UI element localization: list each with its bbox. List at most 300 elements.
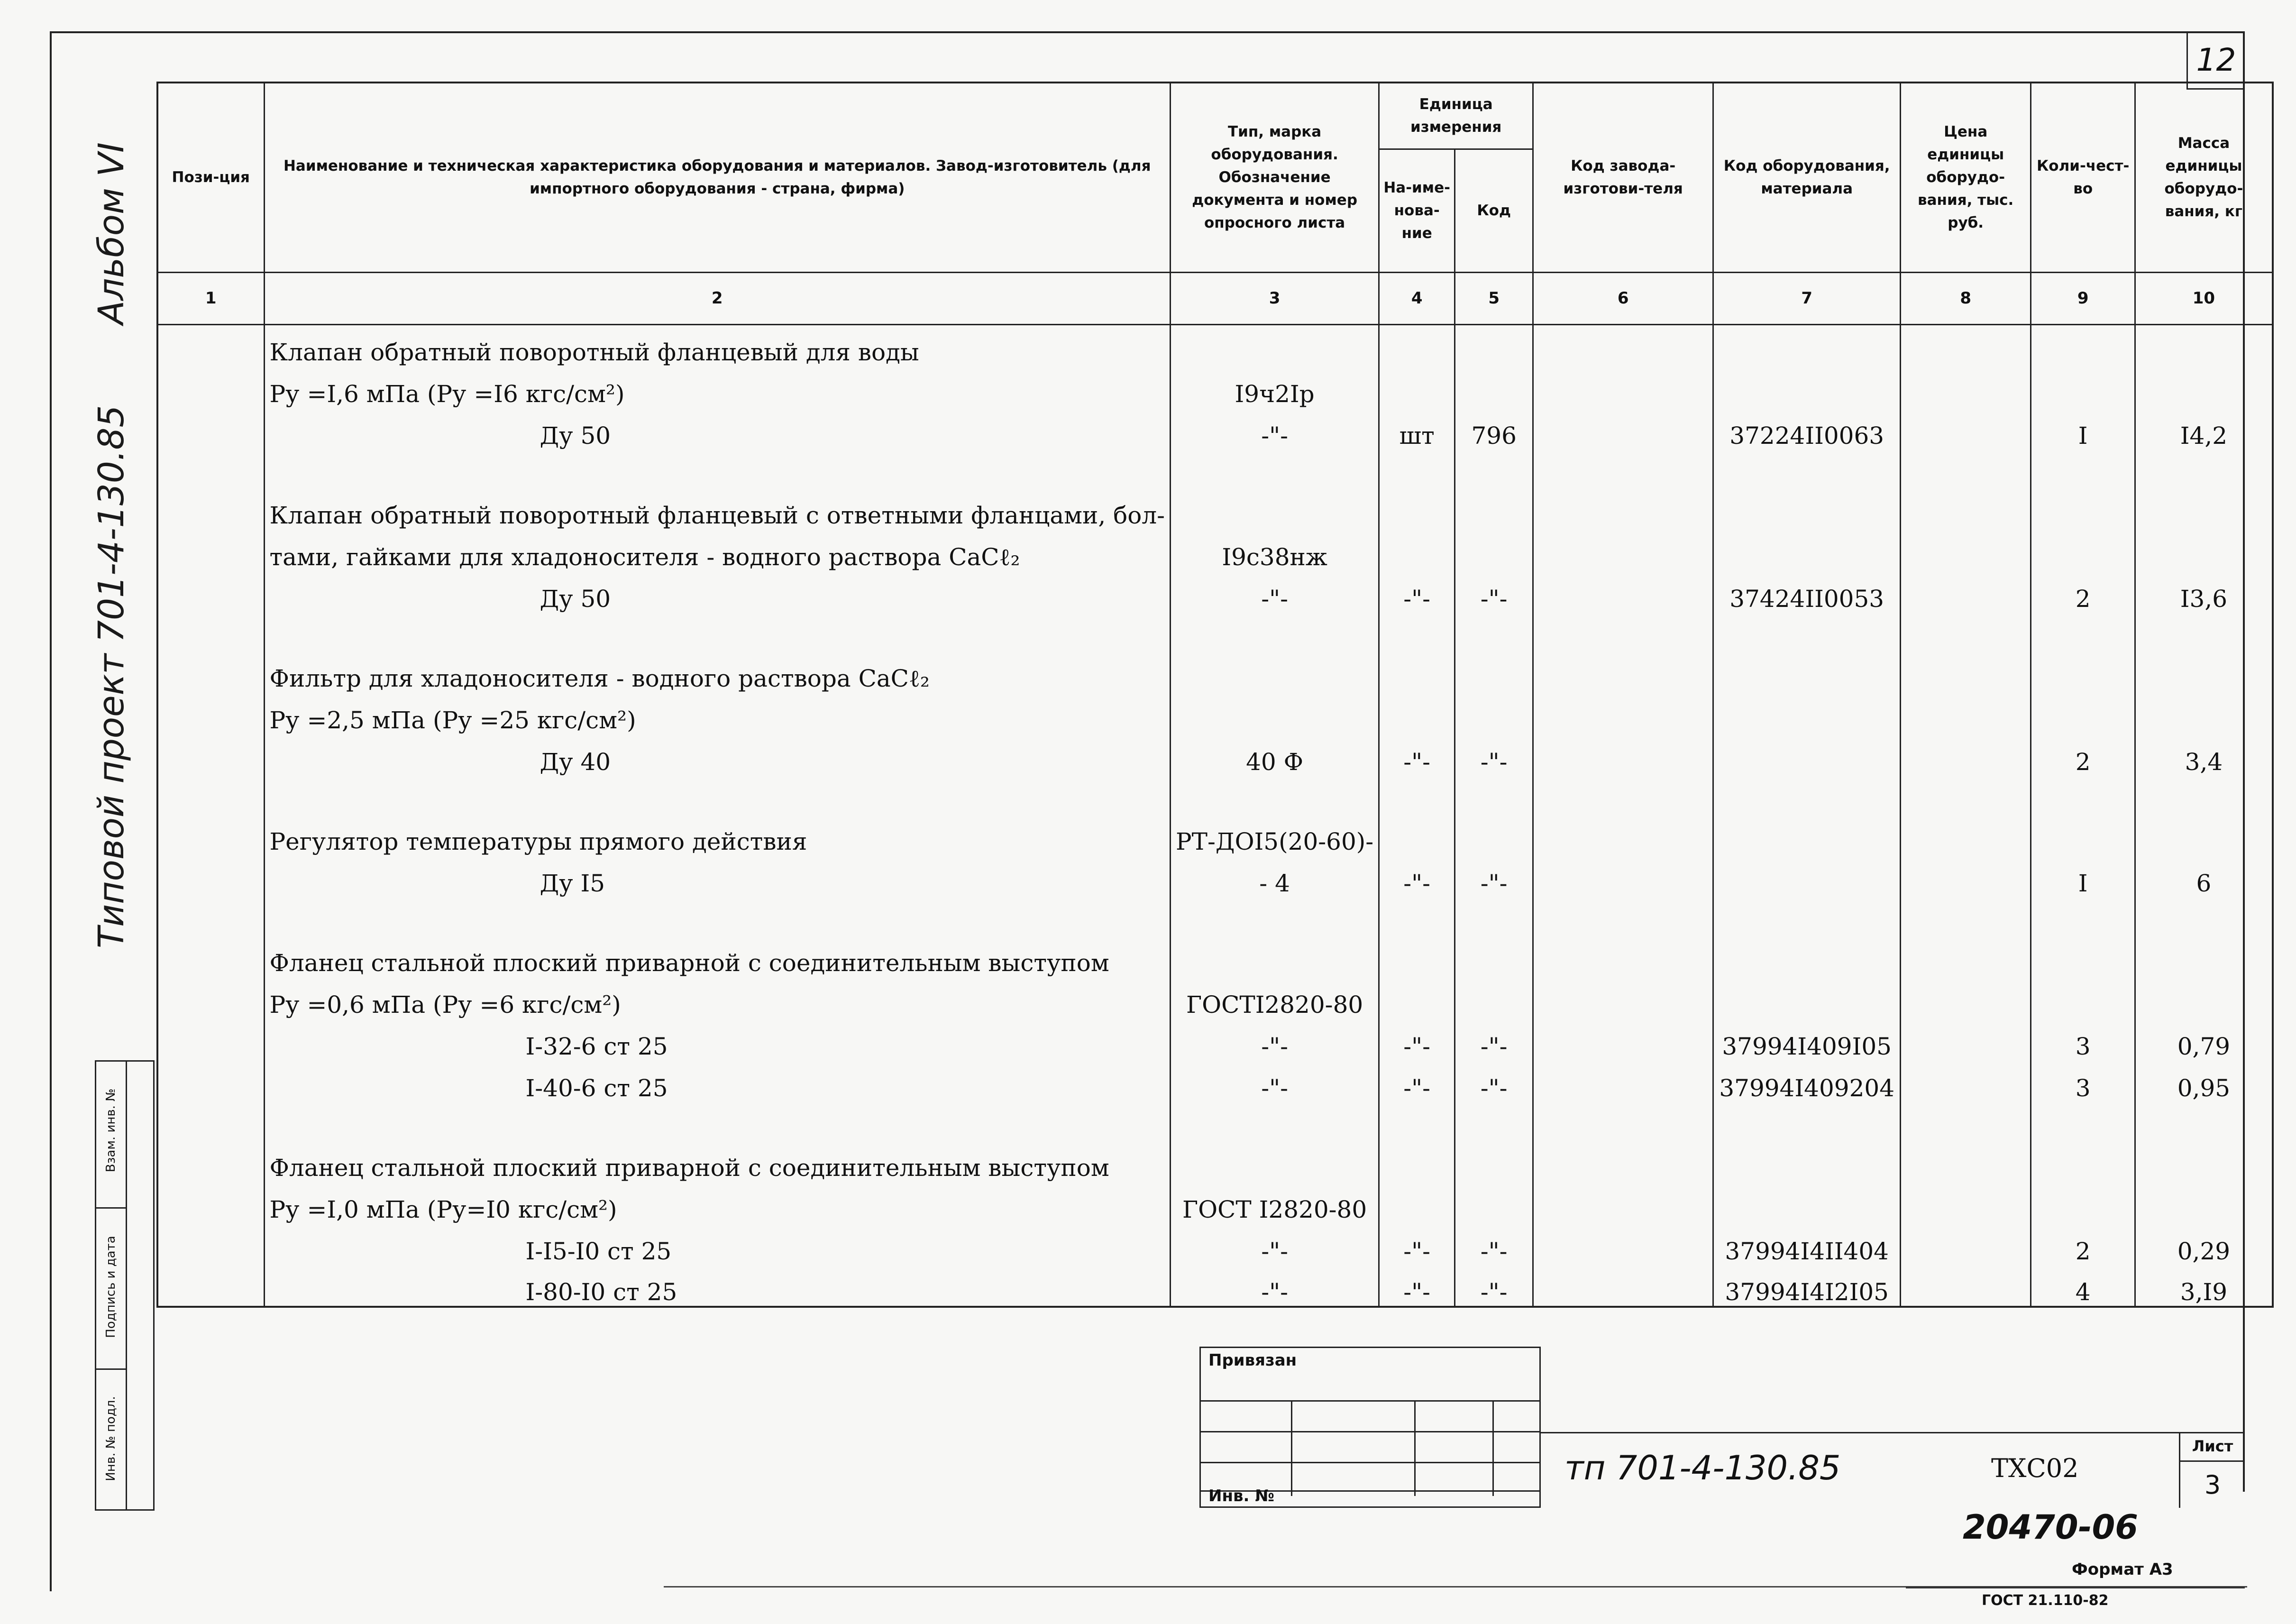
cell-price xyxy=(1901,450,2031,487)
cell-price xyxy=(1901,571,2031,613)
sheet-box xyxy=(2179,1432,2245,1508)
cell-price xyxy=(1901,366,2031,408)
stamp-line xyxy=(1201,1462,1539,1463)
cell-factory-code xyxy=(1533,1060,1713,1102)
attached-label: Привязан xyxy=(1208,1351,1297,1370)
cell-unit-code xyxy=(1455,450,1533,487)
cell-position xyxy=(157,450,264,487)
stamp-label-inv-replace: Взам. инв. № xyxy=(104,1088,118,1173)
cell-position xyxy=(157,1060,264,1102)
cell-unit xyxy=(1379,529,1455,571)
cell-quantity: 3 xyxy=(2031,1060,2135,1102)
cell-mass: 0,95 xyxy=(2135,1060,2273,1102)
cell-price xyxy=(1901,324,2031,366)
cell-position xyxy=(157,651,264,692)
stamp-line xyxy=(1201,1431,1539,1432)
cell-quantity: 4 xyxy=(2031,1265,2135,1307)
header-quantity: Коли-чест-во xyxy=(2031,83,2135,272)
cell-unit-code xyxy=(1455,897,1533,935)
cell-quantity xyxy=(2031,897,2135,935)
stamp-cell-inv-replace xyxy=(96,1062,126,1209)
cell-equipment-code xyxy=(1713,855,1901,897)
cell-price xyxy=(1901,1182,2031,1223)
cell-factory-code xyxy=(1533,613,1713,651)
cell-name: Ду 40 xyxy=(264,734,1171,776)
cell-name xyxy=(264,776,1171,814)
stamp-divider xyxy=(126,1062,127,1509)
cell-type xyxy=(1171,935,1379,977)
cell-factory-code xyxy=(1533,450,1713,487)
cell-equipment-code xyxy=(1713,450,1901,487)
cell-unit: -"- xyxy=(1379,1223,1455,1265)
cell-name: Ру =2,5 мПа (Ру =25 кгс/см²) xyxy=(264,692,1171,734)
cell-unit xyxy=(1379,935,1455,977)
cell-mass xyxy=(2135,529,2273,571)
cell-mass xyxy=(2135,613,2273,651)
header-position: Пози-ция xyxy=(157,83,264,272)
cell-unit-code: -"- xyxy=(1455,1060,1533,1102)
cell-name xyxy=(264,450,1171,487)
cell-position xyxy=(157,1182,264,1223)
table-row xyxy=(157,1223,2273,1265)
column-number: 8 xyxy=(1901,272,2031,324)
cell-unit-code: -"- xyxy=(1455,855,1533,897)
cell-position xyxy=(157,814,264,855)
blank-row xyxy=(157,776,2273,814)
cell-type xyxy=(1171,450,1379,487)
cell-quantity xyxy=(2031,814,2135,855)
cell-unit xyxy=(1379,651,1455,692)
cell-factory-code xyxy=(1533,529,1713,571)
cell-type: -"- xyxy=(1171,1018,1379,1060)
column-number: 3 xyxy=(1171,272,1379,324)
cell-unit: -"- xyxy=(1379,1018,1455,1060)
column-number: 7 xyxy=(1713,272,1901,324)
header-type: Тип, марка оборудования. Обозначение документа и номер опросного листа xyxy=(1171,83,1379,272)
cell-type xyxy=(1171,776,1379,814)
cell-factory-code xyxy=(1533,651,1713,692)
cell-unit-code xyxy=(1455,814,1533,855)
table-row xyxy=(157,935,2273,977)
side-title xyxy=(85,0,137,948)
cell-unit-code xyxy=(1455,324,1533,366)
cell-position xyxy=(157,613,264,651)
blank-row xyxy=(157,450,2273,487)
cell-unit-code xyxy=(1455,651,1533,692)
cell-unit xyxy=(1379,897,1455,935)
cell-position xyxy=(157,408,264,450)
cell-unit xyxy=(1379,814,1455,855)
table-row xyxy=(157,977,2273,1018)
cell-price xyxy=(1901,935,2031,977)
cell-type xyxy=(1171,651,1379,692)
cell-unit: -"- xyxy=(1379,855,1455,897)
cell-name: Клапан обратный поворотный фланцевый для воды xyxy=(264,324,1171,366)
cell-type: ГОСТ I2820-80 xyxy=(1171,1182,1379,1223)
cell-unit-code xyxy=(1455,366,1533,408)
cell-factory-code xyxy=(1533,1102,1713,1140)
cell-quantity xyxy=(2031,692,2135,734)
cell-factory-code xyxy=(1533,1140,1713,1182)
cell-equipment-code xyxy=(1713,692,1901,734)
cell-quantity xyxy=(2031,935,2135,977)
stamp-cell-inv-original xyxy=(96,1370,126,1509)
cell-unit xyxy=(1379,1140,1455,1182)
column-number: 5 xyxy=(1455,272,1533,324)
cell-price xyxy=(1901,1140,2031,1182)
cell-unit-code: -"- xyxy=(1455,734,1533,776)
cell-position xyxy=(157,487,264,529)
cell-equipment-code: 37994I4II404 xyxy=(1713,1223,1901,1265)
side-title-album: Альбом VI xyxy=(91,142,132,325)
cell-name: Фильтр для хладоносителя - водного раствора CaCℓ₂ xyxy=(264,651,1171,692)
approval-stamp-strip xyxy=(95,1060,155,1511)
table-row xyxy=(157,1140,2273,1182)
cell-quantity: 2 xyxy=(2031,734,2135,776)
cell-mass xyxy=(2135,977,2273,1018)
cell-quantity xyxy=(2031,1182,2135,1223)
cell-price xyxy=(1901,1223,2031,1265)
stamp-label-signature: Подпись и дата xyxy=(104,1236,118,1338)
cell-unit xyxy=(1379,1182,1455,1223)
cell-unit-code: -"- xyxy=(1455,1223,1533,1265)
cell-mass xyxy=(2135,814,2273,855)
cell-price xyxy=(1901,487,2031,529)
cell-factory-code xyxy=(1533,897,1713,935)
cell-unit xyxy=(1379,366,1455,408)
cell-price xyxy=(1901,529,2031,571)
cell-mass xyxy=(2135,897,2273,935)
cell-mass xyxy=(2135,651,2273,692)
cell-type xyxy=(1171,487,1379,529)
column-number: 6 xyxy=(1533,272,1713,324)
cell-price xyxy=(1901,734,2031,776)
cell-factory-code xyxy=(1533,977,1713,1018)
cell-type: I9ч2Iр xyxy=(1171,366,1379,408)
cell-position xyxy=(157,366,264,408)
table-row xyxy=(157,855,2273,897)
cell-equipment-code xyxy=(1713,366,1901,408)
cell-factory-code xyxy=(1533,324,1713,366)
column-number-row xyxy=(157,272,2273,324)
cell-unit-code xyxy=(1455,776,1533,814)
attachment-stamp xyxy=(1199,1347,1541,1508)
header-unit-group: Единица измерения xyxy=(1379,83,1533,149)
cell-equipment-code xyxy=(1713,776,1901,814)
cell-unit xyxy=(1379,1102,1455,1140)
cell-factory-code xyxy=(1533,571,1713,613)
cell-name xyxy=(264,613,1171,651)
cell-quantity xyxy=(2031,651,2135,692)
header-factory-code: Код завода-изготови-теля xyxy=(1533,83,1713,272)
table-row xyxy=(157,651,2273,692)
cell-unit-code: -"- xyxy=(1455,1018,1533,1060)
cell-position xyxy=(157,1018,264,1060)
cell-equipment-code xyxy=(1713,651,1901,692)
cell-type xyxy=(1171,324,1379,366)
table-row xyxy=(157,487,2273,529)
cell-unit-code xyxy=(1455,977,1533,1018)
cell-price xyxy=(1901,897,2031,935)
cell-factory-code xyxy=(1533,1223,1713,1265)
cell-name: I-40-6 ст 25 xyxy=(264,1060,1171,1102)
cell-name: I-I5-I0 ст 25 xyxy=(264,1223,1171,1265)
blank-row xyxy=(157,897,2273,935)
sheet-label: Лист xyxy=(2180,1432,2245,1462)
cell-mass: 3,I9 xyxy=(2135,1265,2273,1307)
cell-unit xyxy=(1379,977,1455,1018)
cell-price xyxy=(1901,692,2031,734)
cell-quantity: I xyxy=(2031,855,2135,897)
cell-price xyxy=(1901,1060,2031,1102)
cell-name: Фланец стальной плоский приварной с соединительным выступом xyxy=(264,1140,1171,1182)
cell-type xyxy=(1171,692,1379,734)
cell-equipment-code xyxy=(1713,814,1901,855)
column-number: 1 xyxy=(157,272,264,324)
table-row xyxy=(157,1060,2273,1102)
frame-left-border xyxy=(50,31,52,1591)
cell-mass xyxy=(2135,324,2273,366)
cell-type xyxy=(1171,1140,1379,1182)
cell-position xyxy=(157,935,264,977)
cell-name: Фланец стальной плоский приварной с соединительным выступом xyxy=(264,935,1171,977)
cell-position xyxy=(157,776,264,814)
format-label: Формат А3 xyxy=(2072,1560,2173,1579)
table-row xyxy=(157,324,2273,366)
format-rule xyxy=(1906,1587,2245,1588)
cell-quantity xyxy=(2031,487,2135,529)
cell-factory-code xyxy=(1533,1265,1713,1307)
cell-mass xyxy=(2135,935,2273,977)
cell-unit xyxy=(1379,324,1455,366)
cell-name: Ду I5 xyxy=(264,855,1171,897)
cell-type xyxy=(1171,897,1379,935)
cell-unit-code xyxy=(1455,529,1533,571)
cell-factory-code xyxy=(1533,692,1713,734)
document-code: ТХС02 xyxy=(1991,1453,2079,1483)
cell-unit-code: -"- xyxy=(1455,1265,1533,1307)
cell-name: I-32-6 ст 25 xyxy=(264,1018,1171,1060)
cell-equipment-code xyxy=(1713,1182,1901,1223)
stamp-line xyxy=(1201,1400,1539,1402)
cell-price xyxy=(1901,651,2031,692)
cell-type: 40 Ф xyxy=(1171,734,1379,776)
cell-quantity xyxy=(2031,1102,2135,1140)
column-number: 4 xyxy=(1379,272,1455,324)
table-row xyxy=(157,366,2273,408)
cell-equipment-code xyxy=(1713,613,1901,651)
column-number: 10 xyxy=(2135,272,2273,324)
cell-price xyxy=(1901,977,2031,1018)
table-row xyxy=(157,734,2273,776)
table-row xyxy=(157,1265,2273,1307)
header-unit-name: На-име-нова-ние xyxy=(1379,149,1455,272)
cell-unit xyxy=(1379,613,1455,651)
cell-position xyxy=(157,897,264,935)
cell-factory-code xyxy=(1533,1182,1713,1223)
document-number: тп 701-4-130.85 xyxy=(1564,1449,1841,1487)
sheet-number: 12 xyxy=(2186,31,2244,90)
header-unit-code: Код xyxy=(1455,149,1533,272)
inv-label: Инв. № xyxy=(1208,1486,1275,1505)
cell-unit-code xyxy=(1455,1102,1533,1140)
cell-mass: 6 xyxy=(2135,855,2273,897)
cell-unit-code: -"- xyxy=(1455,571,1533,613)
cell-mass xyxy=(2135,776,2273,814)
cell-position xyxy=(157,1265,264,1307)
cell-position xyxy=(157,324,264,366)
cell-factory-code xyxy=(1533,855,1713,897)
cell-price xyxy=(1901,1102,2031,1140)
cell-type xyxy=(1171,613,1379,651)
cell-unit-code xyxy=(1455,1182,1533,1223)
cell-factory-code xyxy=(1533,935,1713,977)
stamp-vline xyxy=(1492,1401,1494,1496)
cell-quantity xyxy=(2031,1140,2135,1182)
cell-quantity: I xyxy=(2031,408,2135,450)
cell-unit xyxy=(1379,450,1455,487)
cell-position xyxy=(157,529,264,571)
cell-type: -"- xyxy=(1171,571,1379,613)
cell-position xyxy=(157,734,264,776)
cell-name: Ру =I,0 мПа (Ру=I0 кгс/см²) xyxy=(264,1182,1171,1223)
cell-name: Ду 50 xyxy=(264,408,1171,450)
header-mass: Масса единицы оборудо-вания, кг xyxy=(2135,83,2273,272)
cell-name: I-80-I0 ст 25 xyxy=(264,1265,1171,1307)
cell-factory-code xyxy=(1533,408,1713,450)
cell-unit: -"- xyxy=(1379,1060,1455,1102)
table-row xyxy=(157,408,2273,450)
cell-position xyxy=(157,571,264,613)
cell-factory-code xyxy=(1533,1018,1713,1060)
column-number: 9 xyxy=(2031,272,2135,324)
cell-price xyxy=(1901,814,2031,855)
cell-price xyxy=(1901,613,2031,651)
cell-equipment-code xyxy=(1713,324,1901,366)
cell-factory-code xyxy=(1533,734,1713,776)
blank-row xyxy=(157,1102,2273,1140)
cell-mass: 0,29 xyxy=(2135,1223,2273,1265)
cell-quantity: 2 xyxy=(2031,1223,2135,1265)
cell-type: -"- xyxy=(1171,1265,1379,1307)
header-name: Наименование и техническая характеристика оборудования и материалов. Завод-изготовитель (для импортного оборудования - страна, фирма) xyxy=(264,83,1171,272)
cell-name: тами, гайками для хладоносителя - водного раствора CaCℓ₂ xyxy=(264,529,1171,571)
cell-equipment-code xyxy=(1713,1140,1901,1182)
table-row xyxy=(157,1018,2273,1060)
cell-unit: -"- xyxy=(1379,1265,1455,1307)
cell-mass xyxy=(2135,450,2273,487)
equipment-specification-table xyxy=(156,82,2274,1308)
cell-mass xyxy=(2135,366,2273,408)
cell-price xyxy=(1901,408,2031,450)
frame-top-border xyxy=(50,31,2245,33)
table-row xyxy=(157,692,2273,734)
cell-mass: I4,2 xyxy=(2135,408,2273,450)
cell-mass xyxy=(2135,487,2273,529)
cell-name: Ру =I,6 мПа (Ру =I6 кгс/см²) xyxy=(264,366,1171,408)
cell-mass xyxy=(2135,1140,2273,1182)
cell-name: Клапан обратный поворотный фланцевый с ответными фланцами, бол- xyxy=(264,487,1171,529)
table-row xyxy=(157,1182,2273,1223)
cell-unit-code xyxy=(1455,613,1533,651)
cell-name: Ду 50 xyxy=(264,571,1171,613)
table-row xyxy=(157,529,2273,571)
cell-unit xyxy=(1379,487,1455,529)
cell-factory-code xyxy=(1533,776,1713,814)
blank-row xyxy=(157,613,2273,651)
cell-type: ГОСТI2820-80 xyxy=(1171,977,1379,1018)
cell-unit xyxy=(1379,692,1455,734)
cell-equipment-code: 37224II0063 xyxy=(1713,408,1901,450)
cell-position xyxy=(157,977,264,1018)
cell-quantity: 2 xyxy=(2031,571,2135,613)
header-equipment-code: Код оборудования, материала xyxy=(1713,83,1901,272)
cell-unit-code: 796 xyxy=(1455,408,1533,450)
cell-name: Ру =0,6 мПа (Ру =6 кгс/см²) xyxy=(264,977,1171,1018)
gost-label: ГОСТ 21.110-82 xyxy=(1982,1592,2109,1609)
cell-type: -"- xyxy=(1171,1060,1379,1102)
cell-mass xyxy=(2135,692,2273,734)
cell-unit-code xyxy=(1455,487,1533,529)
cell-type: -"- xyxy=(1171,408,1379,450)
cell-equipment-code xyxy=(1713,1102,1901,1140)
cell-quantity xyxy=(2031,324,2135,366)
cell-quantity xyxy=(2031,450,2135,487)
cell-type: - 4 xyxy=(1171,855,1379,897)
stamp-label-inv-original: Инв. № подл. xyxy=(104,1396,118,1481)
cell-quantity xyxy=(2031,776,2135,814)
cell-factory-code xyxy=(1533,814,1713,855)
cell-equipment-code: 37424II0053 xyxy=(1713,571,1901,613)
cell-position xyxy=(157,692,264,734)
cell-unit xyxy=(1379,776,1455,814)
cell-equipment-code xyxy=(1713,487,1901,529)
stamp-vline xyxy=(1291,1401,1292,1496)
cell-equipment-code xyxy=(1713,734,1901,776)
cell-price xyxy=(1901,776,2031,814)
cell-quantity xyxy=(2031,977,2135,1018)
cell-unit: -"- xyxy=(1379,734,1455,776)
cell-unit: шт xyxy=(1379,408,1455,450)
cell-factory-code xyxy=(1533,366,1713,408)
cell-equipment-code: 37994I4I2I05 xyxy=(1713,1265,1901,1307)
cell-quantity: 3 xyxy=(2031,1018,2135,1060)
cell-mass xyxy=(2135,1182,2273,1223)
sheet-value: 3 xyxy=(2204,1469,2221,1500)
cell-unit-code xyxy=(1455,692,1533,734)
cell-mass: I3,6 xyxy=(2135,571,2273,613)
cell-type: I9с38нж xyxy=(1171,529,1379,571)
cell-type xyxy=(1171,1102,1379,1140)
cell-price xyxy=(1901,855,2031,897)
cell-unit: -"- xyxy=(1379,571,1455,613)
table-row xyxy=(157,571,2273,613)
cell-quantity xyxy=(2031,366,2135,408)
cell-name xyxy=(264,897,1171,935)
archive-number: 20470-06 xyxy=(1963,1508,2138,1547)
cell-factory-code xyxy=(1533,487,1713,529)
table-row xyxy=(157,814,2273,855)
cell-position xyxy=(157,1102,264,1140)
cell-quantity xyxy=(2031,613,2135,651)
cell-type: -"- xyxy=(1171,1223,1379,1265)
cell-equipment-code xyxy=(1713,897,1901,935)
cell-unit-code xyxy=(1455,935,1533,977)
cell-position xyxy=(157,855,264,897)
stamp-vline xyxy=(1414,1401,1416,1496)
cell-equipment-code: 37994I409204 xyxy=(1713,1060,1901,1102)
side-title-project: Типовой проект 701-4-130.85 xyxy=(91,405,132,948)
